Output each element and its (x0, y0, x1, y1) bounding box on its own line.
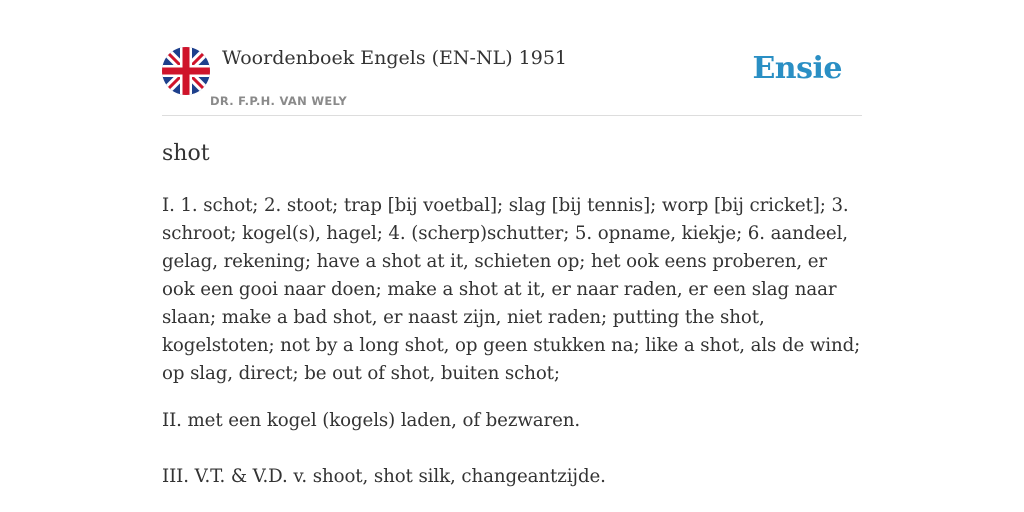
definition-3: III. V.T. & V.D. v. shoot, shot silk, changeantzijde. (162, 466, 606, 487)
definition-2: II. met een kogel (kogels) laden, of bezwaren. (162, 410, 581, 431)
dictionary-card (162, 0, 862, 512)
uk-flag-icon (162, 47, 210, 95)
ensie-logo[interactable]: Ensie (752, 51, 842, 86)
book-header (162, 0, 862, 116)
book-title[interactable]: Woordenboek Engels (EN-NL) 1951 (222, 47, 567, 69)
definition-1: I. 1. schot; 2. stoot; trap [bij voetbal]; slag [bij tennis]; worp [bij cricket]; 3. schroot; kogel(s), hagel; 4. (scherp)schutter; 5. opname, kiekje; 6. aandeel, gelag, rekening; have a shot at it, schieten op; het ook eens proberen, er ook een gooi naar doen; make a shot at it, er naar raden, er een slag naar slaan; make a bad shot, er naast zijn, niet raden; putting the shot, kogelstoten; not by a long shot, op geen stukken na; like a shot, als de wind; op slag, direct; be out of shot, buiten schot; (162, 195, 861, 384)
headword: shot (162, 141, 210, 166)
book-author[interactable]: DR. F.P.H. VAN WELY (210, 94, 347, 108)
